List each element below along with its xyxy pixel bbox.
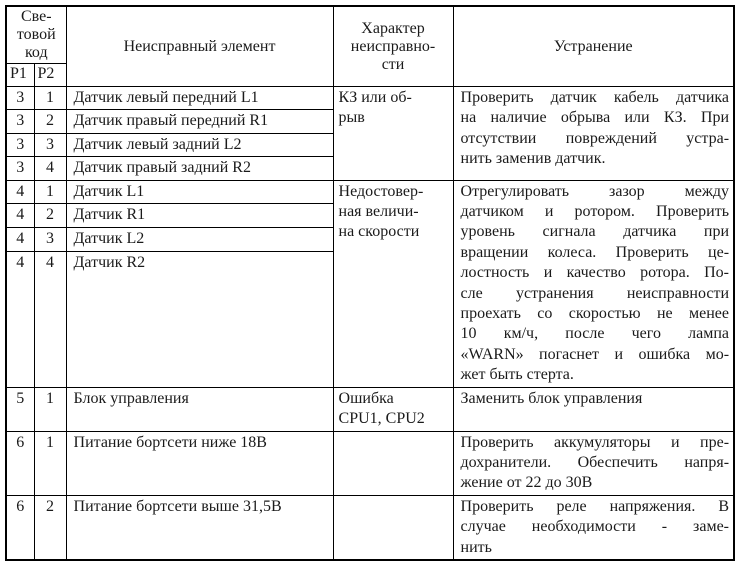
p1-cell: 4: [6, 180, 34, 204]
faulty-element-header-cell: Неисправный элемент: [66, 6, 333, 87]
element-cell: Питание бортсети выше 31,5В: [66, 495, 333, 560]
table-row: [6, 180, 734, 204]
empty-fault-cell: [333, 431, 453, 495]
p1-cell: 6: [6, 495, 34, 560]
fault-cell: Ошибка CPU1, CPU2: [333, 387, 453, 431]
p2-cell: 4: [34, 157, 66, 180]
p2-cell: 1: [34, 180, 66, 204]
p1-cell: 4: [6, 204, 34, 228]
p2-cell: 3: [34, 133, 66, 156]
p1-cell: 3: [6, 133, 34, 156]
p1-cell: 6: [6, 431, 34, 495]
empty-fault-cell: [333, 495, 453, 560]
element-cell: Датчик левый задний L2: [66, 133, 333, 156]
fault-cell: КЗ или об- рыв: [333, 87, 453, 181]
element-cell: Датчик R2: [66, 251, 333, 387]
fault-nature-header-cell: Характер неисправно- сти: [333, 6, 453, 87]
table-row: [6, 87, 734, 110]
p1-cell: 4: [6, 228, 34, 252]
element-cell: Датчик R1: [66, 204, 333, 228]
p2-cell: 1: [34, 87, 66, 110]
remedy-cell: Проверить датчик кабель датчика на наличие обрыва или КЗ. При отсутствии повреждений устра- нить заменив датчик.: [453, 87, 734, 181]
p2-cell: 2: [34, 495, 66, 560]
p1-header-cell: Р1: [6, 64, 34, 87]
p2-header-cell: Р2: [34, 64, 66, 87]
table-row: [6, 431, 734, 495]
remedy-cell: Проверить реле напряжения. В случае необходимости - заме- нить: [453, 495, 734, 560]
p2-cell: 3: [34, 228, 66, 252]
p2-cell: 1: [34, 431, 66, 495]
p1-cell: 3: [6, 110, 34, 133]
fault-cell: Недостовер- ная величи- на скорости: [333, 180, 453, 387]
table-row: [6, 387, 734, 431]
element-cell: Датчик L2: [66, 228, 333, 252]
element-cell: Датчик L1: [66, 180, 333, 204]
fault-code-table: [5, 5, 735, 561]
p2-cell: 1: [34, 387, 66, 431]
table-row: [6, 495, 734, 560]
p1-cell: 3: [6, 87, 34, 110]
p2-cell: 2: [34, 110, 66, 133]
element-cell: Блок управления: [66, 387, 333, 431]
remedy-header-cell: Устранение: [453, 6, 734, 87]
remedy-cell: Отрегулировать зазор между датчиком и ротором. Проверить уровень сигнала датчика при вращении колеса. Проверить це- лостность и качество ротора. По- сле устранения неисправности проехать со скоростью не менее 10 км/ч, после чего лампа «WARN» погаснет и ошибка мо- жет быть стерта.: [453, 180, 734, 387]
element-cell: Датчик правый передний R1: [66, 110, 333, 133]
p1-cell: 3: [6, 157, 34, 180]
element-cell: Датчик правый задний R2: [66, 157, 333, 180]
p1-cell: 4: [6, 251, 34, 387]
element-cell: Датчик левый передний L1: [66, 87, 333, 110]
remedy-cell: Проверить аккумуляторы и пре- дохранители. Обеспечить напря- жение от 22 до 30В: [453, 431, 734, 495]
remedy-cell: Заменить блок управления: [453, 387, 734, 431]
p2-cell: 2: [34, 204, 66, 228]
p1-cell: 5: [6, 387, 34, 431]
p2-cell: 4: [34, 251, 66, 387]
light-code-header-cell: Све- товой код: [6, 6, 66, 64]
element-cell: Питание бортсети ниже 18В: [66, 431, 333, 495]
